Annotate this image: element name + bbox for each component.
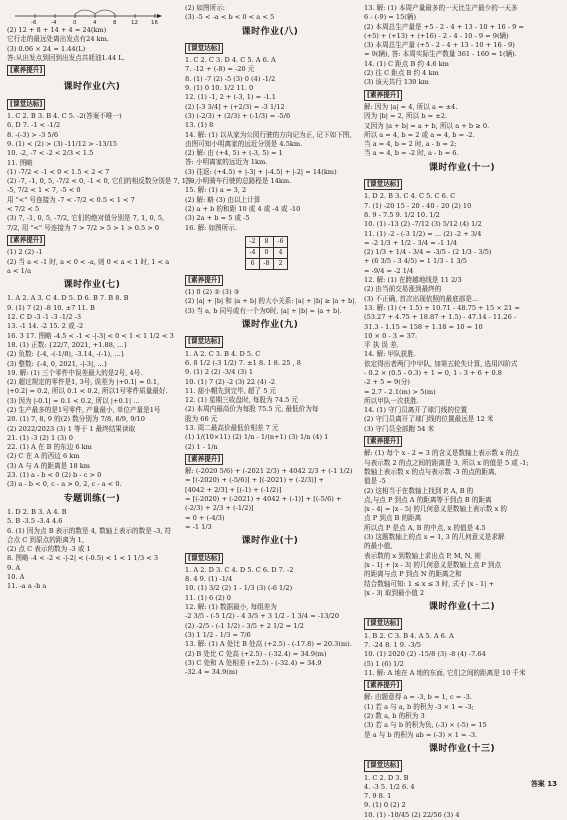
answer-line: |+0.2| = 0.2, 所以 0.1 < 0.2, 所以1号零件质量最好. bbox=[7, 387, 168, 396]
answer-line: 1. B 2. C 3. B 4. A 5. A 6. A bbox=[364, 631, 454, 640]
answer-line: 1. A 2. A 3. C 4. D 5. D 6. B 7. B 8. B bbox=[7, 294, 129, 303]
lesson-heading: 课时作业(十二) bbox=[428, 602, 496, 613]
answer-line: 18. (1) 正数: {22/7, 2021, +1.88, ...} bbox=[7, 340, 128, 349]
answer-line: (1) -7/2 < -1 < 0 < 1.5 < 2 < 7 bbox=[7, 167, 110, 176]
answer-line: 10 × 0 - 3 = 37. bbox=[364, 331, 418, 340]
answer-line: 10. (1) 2020 (2) -15/8 (3) -8 (4) -7.64 bbox=[364, 650, 486, 659]
answer-line: 10. A bbox=[7, 573, 25, 582]
lesson-heading: 课时作业(十) bbox=[241, 536, 299, 547]
answer-line: (2) 这相当于在数轴上找到 P, A, B 的 bbox=[364, 486, 474, 495]
answer-line: (1) 2 (2) -1 bbox=[7, 248, 43, 257]
answer-line: (2) B 处比 C 处高 (+2.5) - (-32.4) = 34.9(m) bbox=[185, 649, 327, 658]
answer-line: 16. 解: 如图所示. bbox=[185, 223, 237, 232]
answer-line: (3) 当 a, b 同号或有一个为0时, |a| + |b| = |a + b|. bbox=[185, 306, 342, 315]
answer-line: 7. -24 8. 1 9. -3/5 bbox=[364, 641, 422, 649]
answer-line: 13. (1) 8 bbox=[185, 121, 214, 130]
answer-line: = 2.7 - 2.1(m) > 5(m) bbox=[364, 387, 436, 396]
tick-label: -4 bbox=[51, 20, 57, 26]
answer-line: (3) 本周总生产量 (+5 - 2 - 4 + 13 - 10 + 16 - 9) bbox=[364, 41, 515, 50]
tick-label: 4 bbox=[93, 20, 97, 26]
answer-line: (3) -5 < -a < b < 0 < a < 5 bbox=[185, 13, 275, 22]
answer-line: 13. 解: (1) (+ 1.5) + 10.71 - 48.75 + 15 × 21 = bbox=[364, 303, 520, 312]
answer-line: 由图可知小明离家的远近分别是 4.5km. bbox=[185, 139, 303, 148]
answer-line: 8. 图略 -4 < -2 < -|-2| < (-0.5) < 1 < 1 1/3 < 3 bbox=[7, 554, 159, 563]
answer-line: 13. 周二最高价最低价相差 7 元 bbox=[185, 423, 279, 432]
answer-line: 13. -1 14. -2 15. 2 或 -2 bbox=[7, 322, 84, 331]
answer-line: (3) 整数: {-4, 0, 2021, -|-3|, ...} bbox=[7, 359, 108, 368]
answer-line: 10. (1) 3/2 (2) 1 - 1/3 (3) (-6 1/2) bbox=[185, 584, 293, 593]
answer-line: 数轴上表示数 x 的点与表示数 -3 的点的距离, bbox=[364, 467, 497, 476]
answer-line: 11. 解: A 地在 A 地的东面, 它们之间的距离是 10 千米 bbox=[364, 668, 526, 677]
answer-line: (2) 本周总生产量是 +5 - 2 - 4 + 13 - 10 + 16 - 9 = bbox=[364, 22, 524, 31]
answer-line: -5, 7/2 < 1 < 7, -5 < 0 bbox=[7, 186, 81, 195]
answer-line: |x - 4| = |x - 5| 的几何意义是数轴上表示数 x 的 bbox=[364, 505, 507, 514]
answer-line: a < 1/a bbox=[7, 266, 31, 275]
section-label: [课堂达标] bbox=[185, 336, 223, 347]
answer-line: (3) 不正确, 首次出现依照的最底部是... bbox=[364, 294, 479, 303]
section-label: [课堂达标] bbox=[185, 43, 223, 54]
answer-line: 所以 a = 4, b = 2 或 a = 4, b = -2. bbox=[364, 130, 475, 139]
answer-line: 的最小值, bbox=[364, 542, 393, 551]
answer-line: 8. (1) -7 (2) -5 (3) 0 (4) -1/2 bbox=[185, 74, 276, 83]
answer-line: (2) 解: 由 (+4, 5) + (-3, 5) = 1 bbox=[185, 149, 283, 158]
answer-line: 是 a 与 b 的积为 ab = (-3) × 1 = -3. bbox=[364, 730, 478, 739]
answer-line: 6. D 7. -1 < -1/2 bbox=[7, 121, 61, 130]
answer-line: 10. -2, -7 < -2 < 2/3 < 1.5 bbox=[7, 149, 94, 158]
answer-line: (3) 2a + b = 5 或 -5 bbox=[185, 214, 250, 223]
answer-line: (2) 2022/2023 (3) 1 等于 1 最终结果读取 bbox=[7, 424, 136, 433]
answer-line: 16. 3 17. 图略 -4.5 < -1 < -|-3| < 0 < 1 < 1 1/2 < 3 bbox=[7, 331, 174, 340]
answer-line: 依定得出者两门中甲队, 加第五轮失计算, 选用四阶式 bbox=[364, 359, 518, 368]
answer-line: (2) 解: 略 (3) 由以上计算 bbox=[185, 195, 261, 204]
answer-line: 7. -12 + (-8) = -20 元 bbox=[185, 65, 255, 74]
answer-line: 6. 8 1/2 (-3 1/2) 7. ±1 8. 1 8. 25 , 8 bbox=[185, 358, 301, 367]
answer-line: 12. C D -3 -1 -3 -1/2 -3 bbox=[7, 313, 82, 322]
answer-line: (3) 守门员全部跑 54 米 bbox=[364, 424, 435, 433]
answer-line: 23. (1) a - b < 0 (2) b - c > 0 bbox=[7, 471, 102, 480]
answer-line: 1. C 2. D 3. B bbox=[364, 773, 409, 782]
answer-line: (2) 12 + 8 + 14 + 4 = 24(km) bbox=[7, 26, 107, 34]
answer-line: 14. 解: (1) 以从家为公园行驶的方向记为正, 记下如下图, bbox=[185, 130, 352, 139]
answer-line: 平 执 误 差. bbox=[364, 341, 399, 350]
answer-line: 9. (1) 7 (2) -8 10. ±7 11. B bbox=[7, 303, 95, 312]
answer-line: (2) C 在 A 的西边 6 km bbox=[7, 452, 80, 461]
answer-line: 7. (1) -20 15 - 20 - 40 - 20 (2) 10 bbox=[364, 201, 472, 210]
answer-line: (2) 数 a, b 的积为 3 bbox=[364, 712, 425, 721]
answer-line: 6. (1) 因为点 B 表示的数是 4, 数轴上表示的数是 -3, 符 bbox=[7, 526, 172, 535]
answer-line: 用 "<" 号连接为 -7 < -7/2 < 0.5 < 1 < 7 bbox=[7, 195, 135, 204]
answer-line: 7. 9 8. 1 bbox=[364, 792, 392, 801]
answer-line: 11. -a a -b a bbox=[7, 582, 47, 591]
answer-line: |x - 1| + |x - 3| 的几何意义是数轴上点 P 到点 bbox=[364, 560, 502, 569]
answer-line: (2) 本周内最高价为每股 75.5 元, 最低价为每 bbox=[185, 405, 319, 414]
tick-label: -6 bbox=[31, 20, 37, 26]
answer-line: 11. 图略 bbox=[7, 158, 33, 167]
answer-line: 解: (1) 每个 x - 2 = 3 的含义是数轴上表示数 x 的点 bbox=[364, 449, 520, 458]
page-footer: 答案 13 bbox=[530, 780, 557, 788]
answer-line: (1) 若 a 与 a, b 的积为 -3 × 1 = -3; bbox=[364, 702, 474, 711]
answer-line: 的距离与点 P 到点 N 的距离之和 bbox=[364, 570, 462, 579]
answer-line: 12. 解: (1) 在跨越地线是 11 2/3 bbox=[364, 276, 462, 285]
answer-line: 解: (-2020 5/6) + (-2021 2/3) + 4042 2/3 + (-1 1/2) bbox=[185, 467, 353, 476]
answer-line: 21. (1) -3 (2) 1 (3) 0 bbox=[7, 433, 73, 442]
answer-line: = [(-2020) + (-2021) + 4042 + (-1)] + [(-5/6) + bbox=[185, 495, 342, 504]
answer-line: 8. 9 - 7.5 9. 1/2 10. 1/2 bbox=[364, 210, 440, 219]
lesson-heading: 课时作业(十三) bbox=[428, 743, 496, 754]
section-label: [课堂达标] bbox=[364, 618, 402, 629]
answer-line: 9. (1) 0 10. 1/2 11. 0 bbox=[185, 84, 254, 93]
answer-line: 10. (1) 7 (2) -2 (3) 22 (4) -2 bbox=[185, 377, 276, 386]
number-line-diagram bbox=[7, 4, 177, 26]
answer-line: 11. (1) -2 - (-3 1/2) = ... (2) -2 + 3/4 bbox=[364, 229, 482, 238]
answer-line: 1. C 2. C 3. D 4. C 5. A 6. A bbox=[185, 56, 276, 65]
answer-line: 14. (1) 守门员离开了球门线的位置 bbox=[364, 406, 468, 415]
answer-line: 1. D 2. B 3. C 4. C 5. C 6. C bbox=[364, 192, 456, 201]
grid-cell: -6 bbox=[274, 236, 288, 247]
answer-line: (2) 超过规定的零件是1, 3号, 误差为 |+0.1| = 0.1, bbox=[7, 378, 160, 387]
answer-line: 10. (1) -13 (2) -7/12 (3) 5/12 (4) 1/2 bbox=[364, 220, 482, 229]
answer-line: (3) C 处和 A 处相差 (+2.5) - (-32.4) = 34.9 bbox=[185, 658, 322, 667]
answer-line: = 9(辆), 答: 本周实际生产数量 361 - 160 = 1(辆). bbox=[364, 50, 517, 59]
answer-line: 5. B -3.5 -3.4 4.6 bbox=[7, 517, 63, 526]
grid-cell: 0 bbox=[260, 247, 274, 258]
answer-line: 当 a = 4, b = 2 时, a - b = 2; bbox=[364, 140, 457, 149]
answer-line: (2) 如图所示: bbox=[185, 4, 226, 12]
section-label: [课堂达标] bbox=[364, 179, 402, 190]
answer-line: (2) 由当前交易涨到最终的 bbox=[364, 285, 442, 294]
answer-line: 12. 解: (1) 数据最小, 每组差为 bbox=[185, 603, 277, 612]
answer-line: 8. -(-3) > -3 5/6 bbox=[7, 130, 59, 139]
answer-line: 与表示数 2 的点之间的距离是 3, 所以 x 的值是 5 或 -1; bbox=[364, 458, 529, 467]
lesson-heading: 课时作业(十一) bbox=[428, 162, 496, 173]
answer-line: 答: 小明骑车行驶的总路程是 14km. bbox=[185, 177, 292, 186]
answer-line: (2) 生产最多的是1号零件, 产量最小, 单位产量是1号 bbox=[7, 405, 161, 414]
magic-square-grid bbox=[245, 236, 288, 270]
answer-line: 22. (1) A 在 B 的东边 6 km bbox=[7, 443, 92, 452]
answer-line: 9. (1) 0 (2) 2 bbox=[364, 801, 406, 810]
answer-line: 6 - (-9) = 15(辆) bbox=[364, 13, 417, 22]
lesson-heading: 课时作业(八) bbox=[241, 26, 299, 37]
answer-line: (2) -7, -1, 0, 5, -7/2 < 0, -1 < 0, 它们的相反数分别是 7, 1, 0, bbox=[7, 177, 197, 186]
grid-cell: 4 bbox=[274, 247, 288, 258]
answer-line: 11. (1) 6 (2) 0 bbox=[185, 593, 231, 602]
column-right bbox=[364, 4, 560, 820]
grid-cell: 2 bbox=[274, 258, 288, 269]
answer-line: 结合数轴可知: 1 ≤ x ≤ 3 时, 式子 |x - 1| + bbox=[364, 579, 494, 588]
answer-line: 所以甲队一次获胜. bbox=[364, 396, 419, 405]
answer-line: 8. 4 9. (1) -1/4 bbox=[185, 575, 233, 584]
answer-line: (-2/3) + 2/3 + (-1/2)] bbox=[185, 504, 254, 513]
grid-cell: 8 bbox=[260, 236, 274, 247]
answer-line: (2) a + b 的和距 10 或 4 或 -4 或 -10 bbox=[185, 204, 301, 213]
answer-line: 19. 解: (1) 三个零件中误差最大的是2号, 4号. bbox=[7, 368, 143, 377]
answer-line: 7/2, 用 "<" 号连接为 7 > 7/2 > 5 > 1 > 0.5 > 0 bbox=[7, 223, 160, 232]
answer-line: 11. 甜小帽先到完毕, 超了 5 元 bbox=[185, 386, 277, 395]
answer-line: 13. 解: (1) 本周产量最多的一天比生产最少的一天多 bbox=[364, 4, 518, 12]
answer-line: = -1 1/3 bbox=[185, 522, 212, 531]
answer-line: = -2 1/3 + 1/2 - 3/4 = -1 1/4 bbox=[364, 238, 457, 247]
answer-line: 股为 66 元 bbox=[185, 414, 218, 423]
answer-line: (2) [-3 3/4] + (+2/3) = -3 1/12 bbox=[185, 102, 285, 111]
answer-line: = 0 + (-4/3) bbox=[185, 513, 225, 522]
answer-line: (1) 0 (2) ② (3) ③ bbox=[185, 288, 240, 297]
answer-line: 当 a = 4, b = -2 时, a - b = 6. bbox=[364, 149, 459, 158]
answer-line: 9. (1) < (2) > (3) -11/12 > -13/15 bbox=[7, 139, 118, 148]
answer-line: 4. -3 5. 1/2 6. 4 bbox=[364, 782, 415, 791]
answer-line: 合点 C 到原点的距离为 1, bbox=[7, 535, 84, 544]
answer-line: 15. 解: (1) a = 3, 2 bbox=[185, 186, 247, 195]
section-label: [课堂达标] bbox=[7, 99, 45, 110]
section-label: [素养提升] bbox=[185, 454, 223, 465]
answer-line: (5) 1 (6) 1/2 bbox=[364, 659, 404, 668]
grid-cell: -4 bbox=[246, 247, 260, 258]
column-left bbox=[7, 4, 197, 592]
answer-line: 解: 由题意得 a = -3, b = 1, c = -3. bbox=[364, 693, 472, 702]
column-middle bbox=[185, 4, 355, 677]
section-label: [课堂达标] bbox=[185, 553, 223, 564]
answer-line: (3) 0.06 × 24 = 1.44(L) bbox=[7, 44, 86, 53]
answer-line: 13. 解: (1) A 处比 B 处高 (+2.5) - (-17.8) = 20.3(m). bbox=[185, 640, 352, 649]
answer-line: (2) 1 - 1/n bbox=[185, 442, 218, 451]
section-label: [素养提升] bbox=[7, 65, 45, 76]
answer-line: (3) (-2/3) + (2/3) + (-1/3) = -5/6 bbox=[185, 111, 291, 120]
answer-line: 10. (1) -10/45 (2) 22/56 (3) 4 bbox=[364, 810, 460, 819]
answer-line: (2) 点 C 表示的数为 -3 或 1 bbox=[7, 545, 91, 554]
answer-line: 1. A 2. D 3. C 4. D 5. C 6. D 7. -2 bbox=[185, 565, 294, 574]
answer-line: (3) 这题数轴上的点 x = 1, 3 的几何意义是求解 bbox=[364, 533, 505, 542]
answer-line: 31.3 - 1.15 = 158 + 1.18 = 10 = 10 bbox=[364, 322, 483, 331]
lesson-heading: 课时作业(六) bbox=[63, 82, 121, 93]
lesson-heading: 课时作业(七) bbox=[63, 280, 121, 291]
answer-line: 它行走的最远处离出发点有24 km. bbox=[7, 35, 109, 44]
grid-cell: -8 bbox=[260, 258, 274, 269]
answer-line: (1) 1/(10×11) (2) 1/n - 1/(n+1) (3) 1/n (4) 1 bbox=[185, 433, 329, 442]
answer-line: 14. (1) C 距点 B 约 4.6 km bbox=[364, 59, 449, 68]
grid-cell: 6 bbox=[246, 258, 260, 269]
answer-line: 1. A 2. C 3. B 4. D 5. C bbox=[185, 349, 261, 358]
answer-line: -2 + 5 = 9(分) bbox=[364, 378, 410, 387]
answer-line: 因为 |b| = 2, 所以 b = ±2. bbox=[364, 112, 448, 121]
answer-line: 1. D 2. B 3. A 4. B bbox=[7, 507, 67, 516]
answer-line: (3) 若 a 与 b 的积为负, (-3) × (-5) = 15 bbox=[364, 721, 487, 730]
answer-line: < 7/2 < 5 bbox=[7, 205, 40, 214]
answer-line: (2) 往 C 距点 B 约 4 km bbox=[364, 69, 439, 78]
section-label: [素养提升] bbox=[364, 436, 402, 447]
answer-line: 14. 解: 甲队获胜. bbox=[364, 350, 416, 359]
tick-label: 0 bbox=[73, 20, 77, 26]
tick-label: 8 bbox=[113, 20, 117, 26]
answer-line: = -9/4 = -2 1/4 bbox=[364, 266, 414, 275]
answer-line: (3) 1 1/2 - 1/3 = 7/6 bbox=[185, 630, 251, 639]
answer-line: 9. (1) 2 (2) -3/4 (3) 1 bbox=[185, 368, 254, 377]
lesson-heading: 课时作业(九) bbox=[241, 320, 299, 331]
grid-cell: -2 bbox=[246, 236, 260, 247]
answer-line: 解: 因为 |a| = 4, 所以 a = ±4. bbox=[364, 102, 458, 111]
lesson-heading: 专题训练(一) bbox=[63, 493, 121, 504]
answer-line: = [(-2020) + (-5/6)] + [(-2021) + (-2/3)] + bbox=[185, 476, 324, 485]
answer-line: (2) -2/5 - (-1 1/2) - 3/5 + 2 1/2 = 1/2 bbox=[185, 621, 304, 630]
answer-line: 答:从出发点到回到出发点共耗油1.44 L. bbox=[7, 53, 125, 62]
section-label: [素养提升] bbox=[364, 90, 402, 101]
section-label: [素养提升] bbox=[185, 275, 223, 286]
answer-line: (3) a - b < 0, c - a > 0, 2, c - a < 0. bbox=[7, 480, 122, 489]
answer-line: (2) 守门员离开了球门线的位置最远是 12 米 bbox=[364, 415, 494, 424]
section-label: [素养提升] bbox=[364, 680, 402, 691]
answer-line: 又因为 |a + b| = a + b, 所以 a + b ≥ 0. bbox=[364, 121, 490, 130]
answer-line: (3) 7, -1, 0, 5, -7/2, 它们的绝对值分别是 7, 1, 0, 5, bbox=[7, 214, 165, 223]
answer-line: (3) A 与 A 的距离是 18 km bbox=[7, 461, 91, 470]
answer-line: 答: 小明离家的远近为 1km. bbox=[185, 158, 268, 167]
answer-line: (2) |a| + |b| 和 |a + b| 的大小关系: |a| + |b| ≥ |a + b|. bbox=[185, 297, 357, 306]
answer-line: (2) 负数: {-4, -(-1/8), -3.14, -(-1), ...} bbox=[7, 350, 125, 359]
answer-line: + (6 3/5 - 3 4/5) = 1 1/3 - 1 3/5 bbox=[364, 257, 467, 266]
answer-line: |x - 3| 取到最小值 2 bbox=[364, 588, 425, 597]
tick-label: 12 bbox=[131, 20, 138, 26]
answer-line: -32.4 = 34.9(m) bbox=[185, 668, 238, 677]
answer-line: 值是 -5 bbox=[364, 477, 386, 486]
answer-line: (3) 往返: (+4.5) + |-3| + |-4.5| + |-2| = 14(km) bbox=[185, 167, 337, 176]
answer-line: (+5) + (+13) + (+16) - 2 - 4 - 10 - 9 = 9(辆) bbox=[364, 31, 509, 40]
answer-line: (2) 1/3 + 1/4 - 3/4 = -3/5 - (2 1/3 - 3/5) bbox=[364, 248, 492, 257]
tick-label: 16 bbox=[151, 20, 158, 26]
answer-line: 9. A bbox=[7, 563, 21, 572]
answer-line: 点,与点 P 到点 A 的距离等于到点 B 的距离 bbox=[364, 495, 492, 504]
answer-line: 20. (1) 7, 8, 9 的(2) 数分别为 7/8, 8/9, 9/10 bbox=[7, 415, 145, 424]
answer-line: (2) 当 a < -1 时, a < 0 < -a, 则 0 < a < 1 时, 1 < a bbox=[7, 257, 170, 266]
answer-line: -2 3/5 - (-5 1/2) - 4 3/5 + 3 1/2 - 1 3/4 = -13/20 bbox=[185, 612, 340, 621]
answer-line: 点 P 到点 B 的距离 bbox=[364, 514, 422, 523]
answer-line: 表示数的 x 到数轴上求出点 P, M, N, 则 bbox=[364, 551, 481, 560]
answer-line: (53.27 + 4.75 + 18.87 + 1.5) - 47.14 - 11.26 - bbox=[364, 313, 517, 322]
answer-line: - 0.2 × (0.5 - 0.3) + 1 = 0, 1 - 3 + 6 + 0.8 bbox=[364, 368, 503, 377]
answer-line: 1. C 2. B 3. B 4. C 5. -2(答案不唯一) bbox=[7, 112, 122, 121]
answer-line: 所以点 P 是点 A, B 的中点, x 的值是 4.5 bbox=[364, 523, 486, 532]
section-label: [课堂达标] bbox=[364, 760, 402, 771]
answer-line: 12. (1) 星期三收盘时, 每股为 74.5 元 bbox=[185, 396, 299, 405]
section-label: [素养提升] bbox=[7, 235, 45, 246]
answer-line: (3) 该天共行 130 km bbox=[364, 78, 429, 87]
answer-line: (3) 因为 |-0.1| = 0.1 < 0.2, 所以 |+0.1| ... bbox=[7, 396, 140, 405]
answer-line: [4042 + 2/3] + [(-1) + (-1/2)] bbox=[185, 485, 282, 494]
answer-line: 12. (1) -1, 2 + (-3, 1) = -1.1 bbox=[185, 93, 276, 102]
